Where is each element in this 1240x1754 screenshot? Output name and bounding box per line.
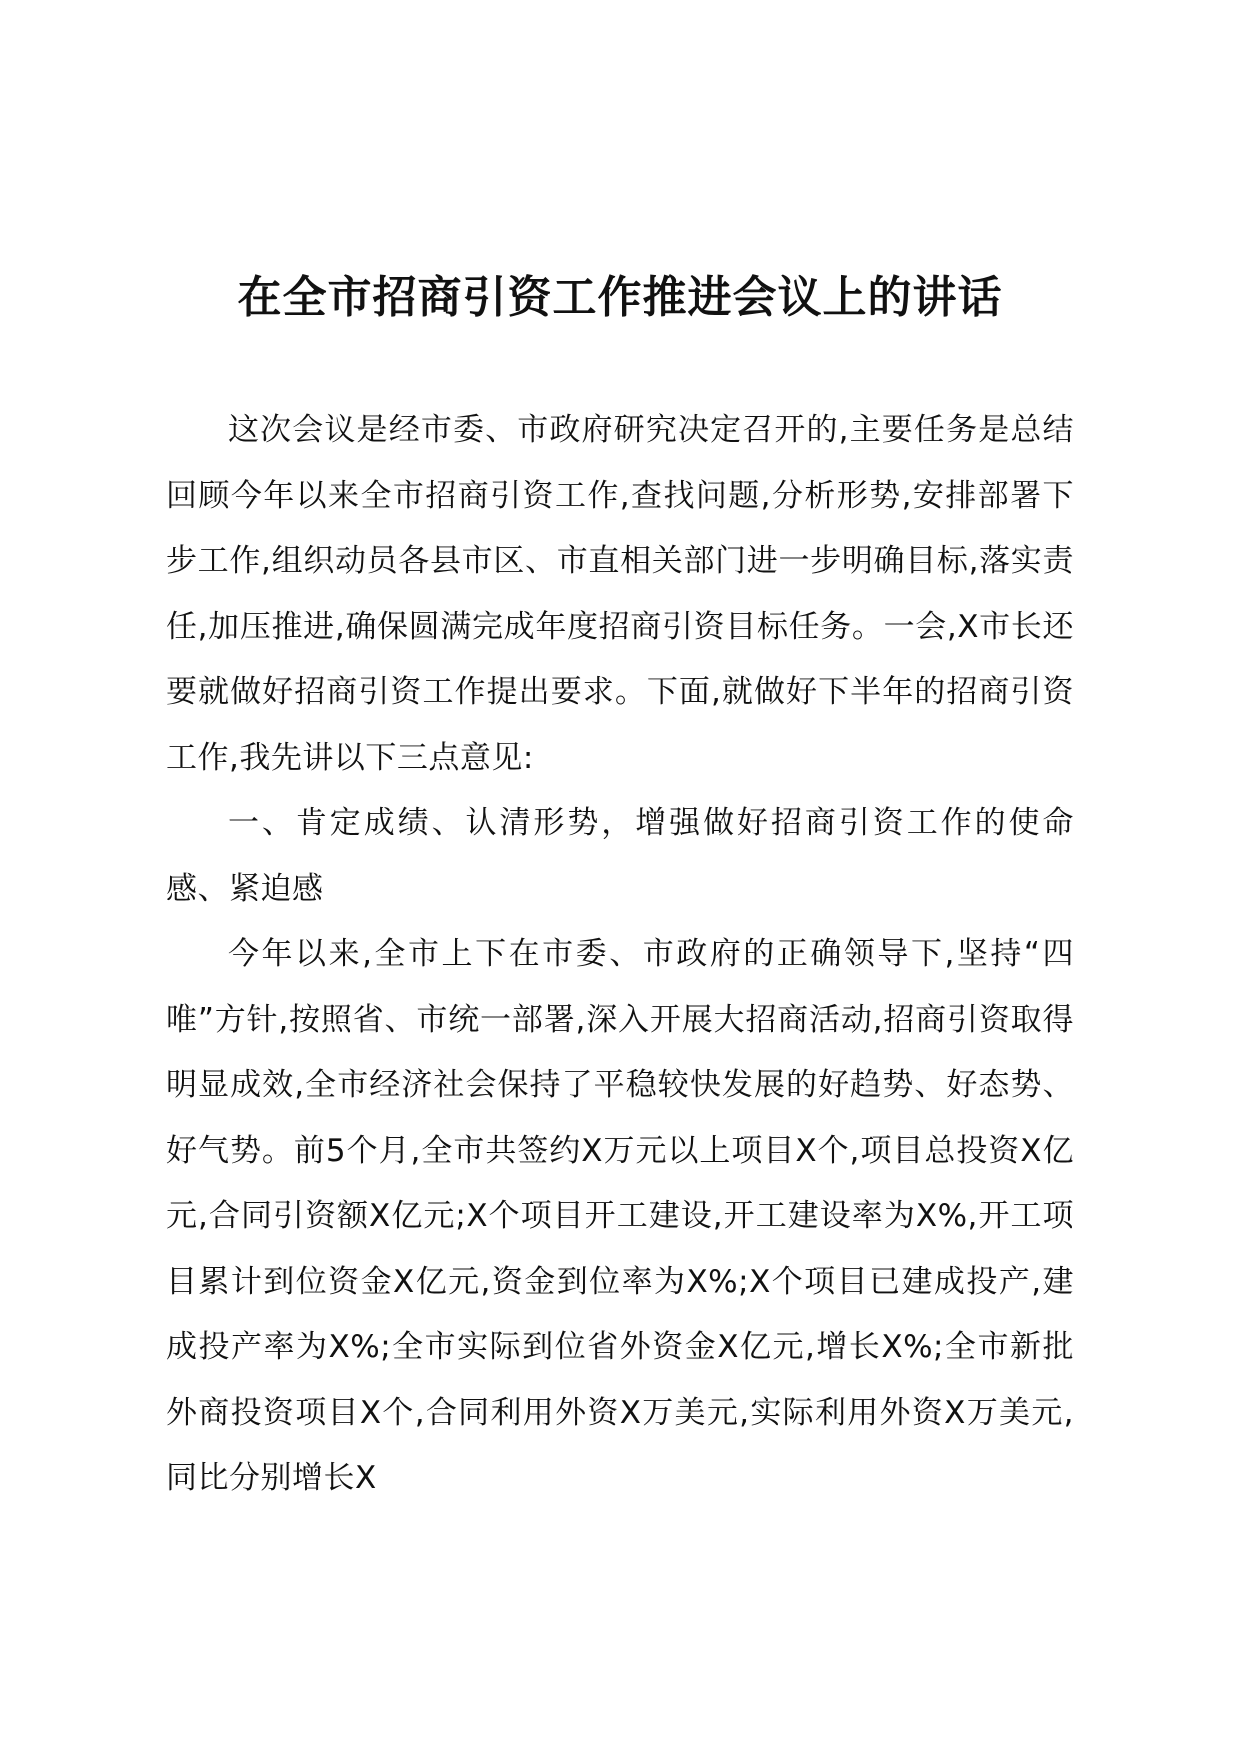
paragraph-intro: 这次会议是经市委、市政府研究决定召开的,主要任务是总结回顾今年以来全市招商引资工作,查找问题,分析形势,安排部署下步工作,组织动员各县市区、市直相关部门进一步明确目标,落实责任,加压推进,确保圆满完成年度招商引资目标任务。一会,X市长还要就做好招商引资工作提出要求。下面,就做好下半年的招商引资工作,我先讲以下三点意见: (166, 412, 1074, 776)
paragraph-achievements: 今年以来,全市上下在市委、市政府的正确领导下,坚持“四唯”方针,按照省、市统一部署,深入开展大招商活动,招商引资取得明显成效,全市经济社会保持了平稳较快发展的好趋势、好态势、好气势。前5个月,全市共签约X万元以上项目X个,项目总投资X亿元,合同引资额X亿元;X个项目开工建设,开工建设率为X%,开工项目累计到位资金X亿元,资金到位率为X%;X个项目已建成投产,建成投产率为X%;全市实际到位省外资金X亿元,增长X%;全市新批外商投资项目X个,合同利用外资X万美元,实际利用外资X万美元,同比分别增长X (166, 936, 1074, 1496)
document-body (166, 398, 1074, 1512)
section-heading-1: 一、肯定成绩、认清形势，增强做好招商引资工作的使命感、紧迫感 (166, 805, 1074, 907)
document-title: 在全市招商引资工作推进会议上的讲话 (237, 272, 1003, 323)
